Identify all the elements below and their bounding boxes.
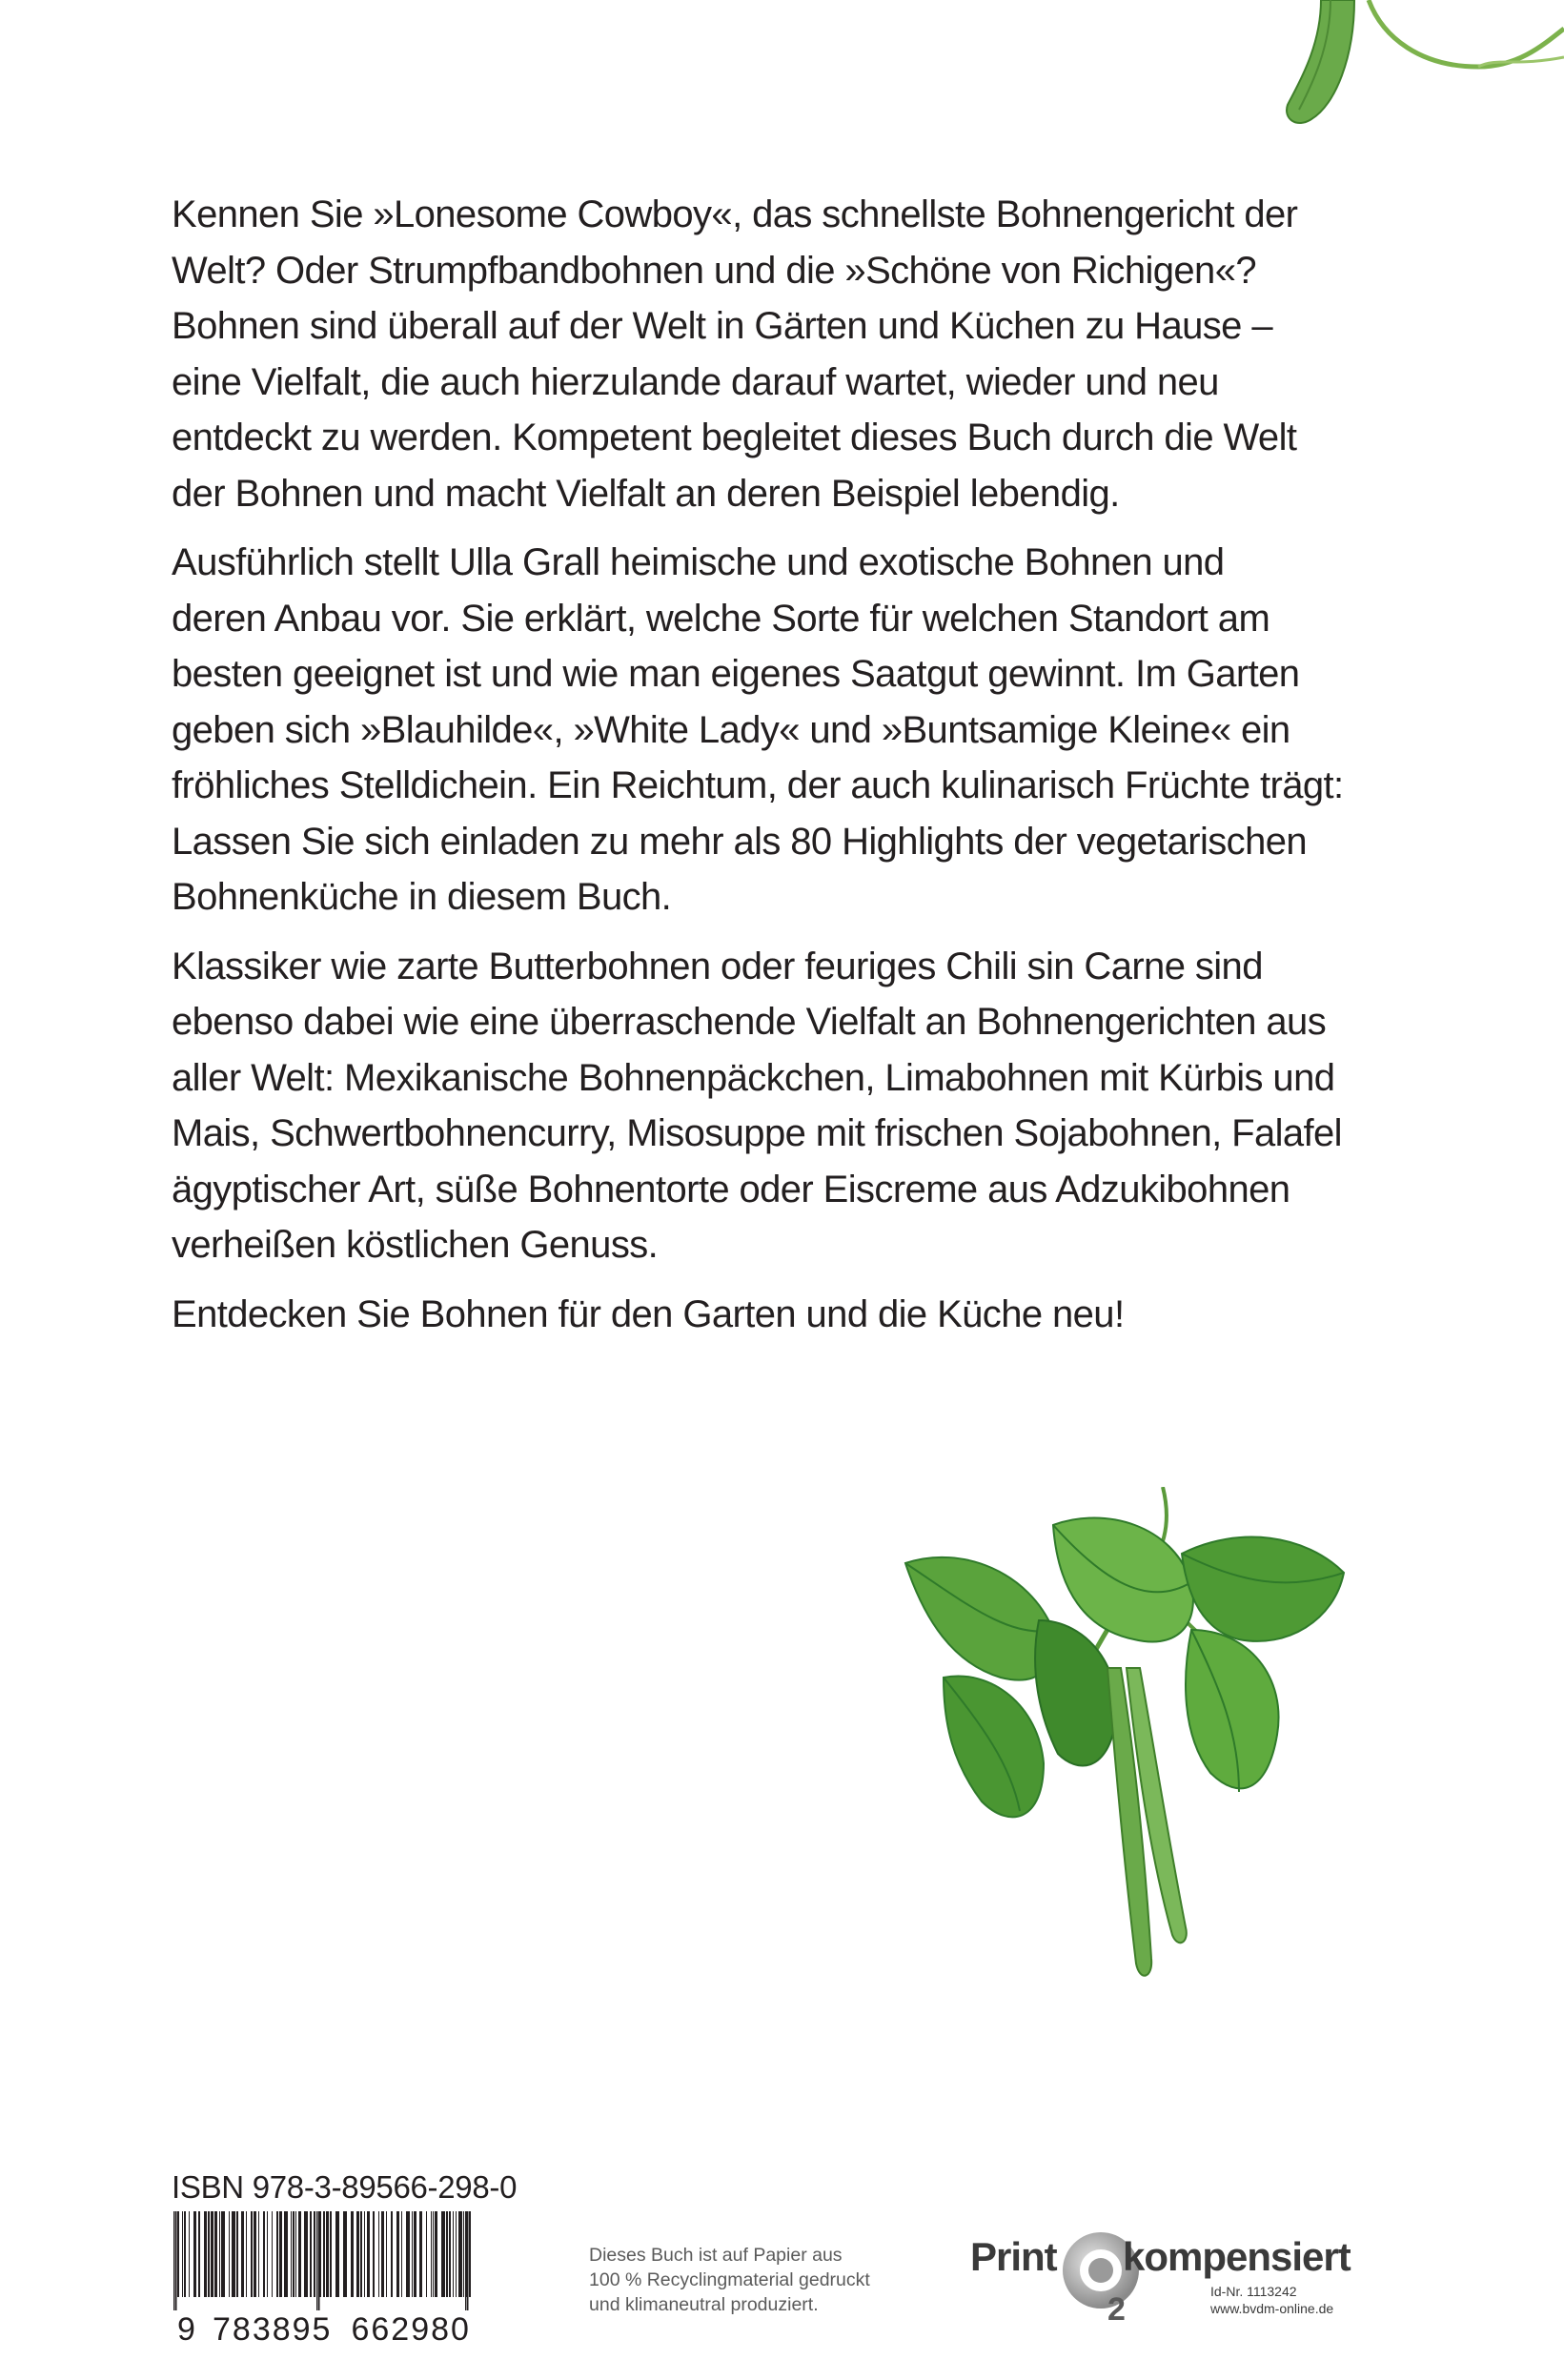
text-line: eine Vielfalt, die auch hierzulande darauf wartet, wieder und neu <box>172 360 1219 403</box>
barcode-bar <box>189 2211 190 2297</box>
barcode-bar <box>323 2211 325 2297</box>
barcode-bar <box>435 2211 437 2297</box>
text-line: Lassen Sie sich einladen zu mehr als 80 Highlights der vegetarischen <box>172 820 1308 863</box>
text-line: aller Welt: Mexikanische Bohnenpäckchen, Limabohnen mit Kürbis und <box>172 1056 1335 1099</box>
barcode-bar <box>378 2211 379 2297</box>
barcode-guard-bar <box>173 2211 175 2310</box>
barcode-bar <box>263 2211 265 2297</box>
barcode-bar <box>458 2211 462 2297</box>
text-line: Bohnenküche in diesem Buch. <box>172 876 672 918</box>
recycling-note-line: Dieses Buch ist auf Papier aus <box>589 2245 843 2266</box>
barcode-bar <box>441 2211 445 2297</box>
isbn-barcode <box>173 2211 474 2310</box>
barcode-bar <box>343 2211 347 2297</box>
barcode-bar <box>469 2211 471 2297</box>
barcode-bar <box>446 2211 448 2297</box>
barcode-bar <box>433 2211 434 2297</box>
text-line: deren Anbau vor. Sie erklärt, welche Sorte für welchen Standort am <box>172 597 1270 640</box>
text-line: der Bohnen und macht Vielfalt an deren Beispiel lebendig. <box>172 472 1120 515</box>
text-line: Welt? Oder Strumpfbandbohnen und die »Schöne von Richigen«? <box>172 249 1256 292</box>
barcode-bar <box>426 2211 427 2297</box>
barcode-bar <box>335 2211 339 2297</box>
logo-id-number: Id-Nr. 1113242 <box>1210 2284 1297 2299</box>
co2-subscript: 2 <box>1107 2291 1126 2326</box>
barcode-bar <box>204 2211 207 2297</box>
barcode-bar <box>401 2211 402 2297</box>
barcode-bar <box>221 2211 225 2297</box>
barcode-bar <box>184 2211 186 2297</box>
barcode-bar <box>293 2211 295 2297</box>
bean-plant-illustration <box>886 1487 1363 1983</box>
barcode-bar <box>386 2211 387 2297</box>
text-line: ägyptischer Art, süße Bohnentorte oder Eiscreme aus Adzukibohnen <box>172 1168 1290 1210</box>
barcode-bar <box>449 2211 451 2297</box>
barcode-bar <box>258 2211 259 2297</box>
barcode-bar <box>198 2211 200 2297</box>
logo-word-kompensiert: kompensiert <box>1123 2234 1351 2279</box>
barcode-bar <box>319 2211 321 2297</box>
text-line: Entdecken Sie Bohnen für den Garten und die Küche neu! <box>172 1292 1125 1335</box>
barcode-bar <box>272 2211 273 2297</box>
barcode-bar <box>211 2211 213 2297</box>
barcode-bar <box>182 2211 183 2297</box>
barcode-bar <box>463 2211 464 2297</box>
barcode-bar <box>267 2211 268 2297</box>
barcode-bar <box>364 2211 365 2297</box>
barcode-bar <box>356 2211 359 2297</box>
barcode-bar <box>456 2211 457 2297</box>
barcode-guard-bar <box>175 2211 177 2310</box>
barcode-bar <box>431 2211 432 2297</box>
barcode-bar <box>367 2211 370 2297</box>
recycling-note <box>589 2243 904 2317</box>
text-line: entdeckt zu werden. Kompetent begleitet dieses Buch durch die Welt <box>172 417 1297 458</box>
barcode-bar <box>396 2211 399 2297</box>
barcode-bar <box>276 2211 278 2297</box>
barcode-lead-digit: 9 <box>177 2311 195 2348</box>
text-line: besten geeignet ist und wie man eigenes Saatgut gewinnt. Im Garten <box>172 653 1300 695</box>
paragraph-1 <box>172 187 1391 521</box>
barcode-bar <box>177 2211 179 2297</box>
print-compensated-logo <box>970 2221 1371 2335</box>
text-line: Klassiker wie zarte Butterbohnen oder feuriges Chili sin Carne sind <box>172 945 1263 987</box>
text-line: verheißen köstlichen Genuss. <box>172 1224 659 1266</box>
barcode-bar <box>214 2211 217 2297</box>
text-line: ebenso dabei wie eine überraschende Vielfalt an Bohnengerichten aus <box>172 1001 1327 1043</box>
barcode-bar <box>391 2211 393 2297</box>
barcode-bar <box>373 2211 375 2297</box>
barcode-bar <box>310 2211 312 2297</box>
barcode-bar <box>326 2211 329 2297</box>
text-line: Mais, Schwertbohnencurry, Misosuppe mit frischen Sojabohnen, Falafel <box>172 1112 1342 1154</box>
logo-website: www.bvdm-online.de <box>1210 2301 1334 2316</box>
barcode-bar <box>351 2211 354 2297</box>
barcode-bar <box>229 2211 230 2297</box>
barcode-bar <box>304 2211 308 2297</box>
barcode-bar <box>360 2211 362 2297</box>
barcode-bar <box>251 2211 253 2297</box>
barcode-bar <box>284 2211 288 2297</box>
barcode-bar <box>219 2211 220 2297</box>
barcode-digits <box>177 2301 482 2349</box>
barcode-bar <box>453 2211 454 2297</box>
logo-word-print: Print <box>970 2234 1057 2279</box>
text-line: fröhliches Stelldichein. Ein Reichtum, der auch kulinarisch Früchte trägt: <box>172 764 1344 806</box>
barcode-bar <box>232 2211 235 2297</box>
barcode-bar <box>414 2211 416 2297</box>
text-line: Bohnen sind überall auf der Welt in Gärten und Küchen zu Hause – <box>172 305 1272 347</box>
recycling-note-line: und klimaneutral produziert. <box>589 2294 819 2315</box>
barcode-digit-group-1: 783895 <box>210 2311 335 2349</box>
paragraph-2 <box>172 535 1391 926</box>
barcode-bar <box>291 2211 292 2297</box>
bean-tendril-illustration <box>1278 0 1564 143</box>
barcode-bar <box>295 2211 296 2297</box>
isbn-label: ISBN 978-3-89566-298-0 <box>172 2169 518 2205</box>
barcode-bar <box>236 2211 238 2297</box>
barcode-bar <box>298 2211 301 2297</box>
barcode-bar <box>419 2211 422 2297</box>
barcode-bar <box>246 2211 247 2297</box>
text-line: geben sich »Blauhilde«, »White Lady« und »Buntsamige Kleine« ein <box>172 708 1290 751</box>
barcode-bar <box>381 2211 384 2297</box>
barcode-bar <box>406 2211 410 2297</box>
barcode-bar <box>193 2211 196 2297</box>
barcode-bar <box>330 2211 332 2297</box>
barcode-bar <box>465 2211 468 2297</box>
text-line: Ausführlich stellt Ulla Grall heimische und exotische Bohnen und <box>172 541 1225 583</box>
recycling-note-line: 100 % Recyclingmaterial gedruckt <box>589 2269 870 2290</box>
paragraph-3 <box>172 939 1391 1273</box>
barcode-digit-group-2: 662980 <box>348 2311 473 2349</box>
barcode-guard-bar <box>316 2211 318 2310</box>
barcode-bar <box>279 2211 282 2297</box>
barcode-bar <box>412 2211 413 2297</box>
paragraph-4 <box>172 1287 1391 1343</box>
barcode-bar <box>314 2211 315 2297</box>
description-text <box>172 187 1391 1355</box>
barcode-bar <box>254 2211 256 2297</box>
text-line: Kennen Sie »Lonesome Cowboy«, das schnellste Bohnengericht der <box>172 193 1298 235</box>
barcode-bar <box>208 2211 210 2297</box>
barcode-bar <box>241 2211 244 2297</box>
